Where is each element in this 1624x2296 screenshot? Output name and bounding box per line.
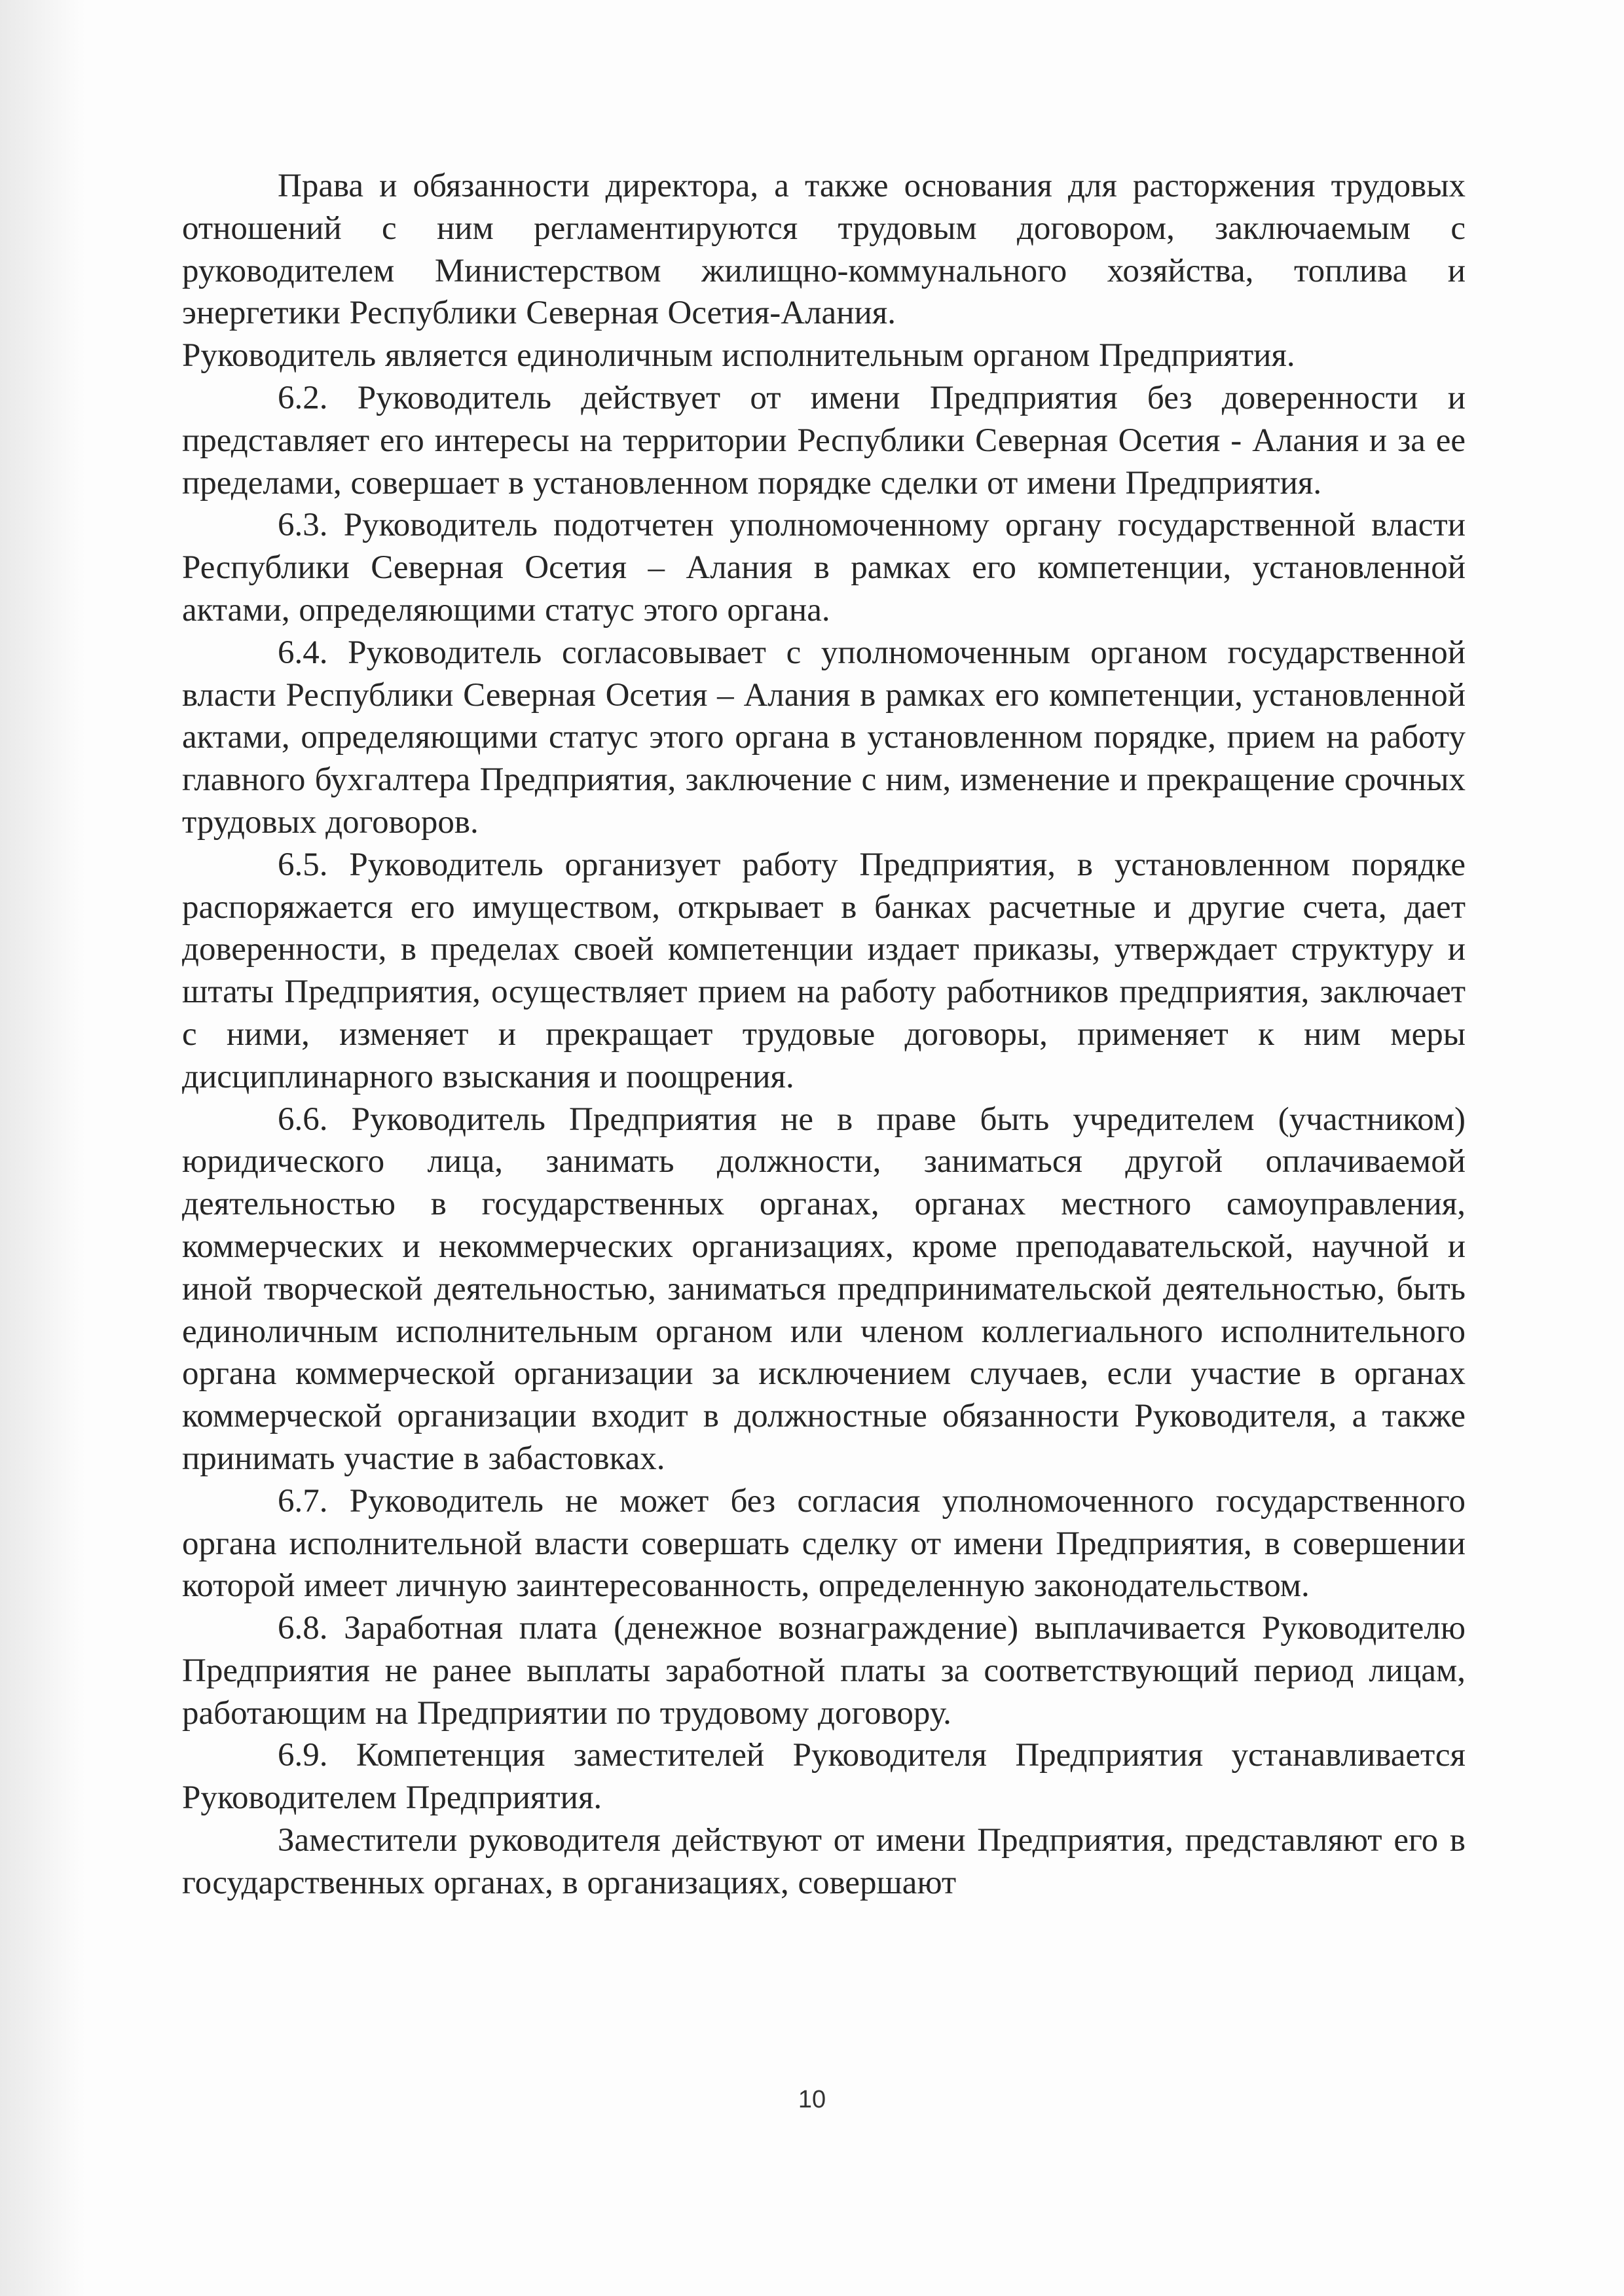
document-body xyxy=(182,165,1466,1904)
paragraph-6-3: 6.3. Руководитель подотчетен уполномоченному органу государственной власти Республики Северная Осетия – Алания в рамках его компетенции, установленной актами, определяющими статус этого органа. xyxy=(182,507,1466,629)
paragraph-director-rights: Права и обязанности директора, а также основания для расторжения трудовых отношений с ним регламентируются трудовым договором, заключаемым с руководителем Министерством жилищно-коммунального хозяйства, топлива и энергетики Республики Северная Осетия-Алания. xyxy=(182,168,1466,332)
paragraph-6-5: 6.5. Руководитель организует работу Предприятия, в установленном порядке распоряжается его имуществом, открывает в банках расчетные и другие счета, дает доверенности, в пределах своей компетенции издает приказы, утверждает структуру и штаты Предприятия, осуществляет прием на работу работников предприятия, заключает с ними, изменяет и прекращает трудовые договоры, применяет к ним меры дисциплинарного взыскания и поощрения. xyxy=(182,846,1466,1095)
paragraph-sole-executive: Руководитель является единоличным исполнительным органом Предприятия. xyxy=(182,337,1295,374)
paragraph-6-4: 6.4. Руководитель согласовывает с уполномоченным органом государственной власти Республики Северная Осетия – Алания в рамках его компетенции, установленной актами, определяющими статус этого органа в установленном порядке, прием на работу главного бухгалтера Предприятия, заключение с ним, изменение и прекращение срочных трудовых договоров. xyxy=(182,634,1466,841)
paragraph-6-7: 6.7. Руководитель не может без согласия уполномоченного государственного органа исполнительной власти совершать сделку от имени Предприятия, в совершении которой имеет личную заинтересованность, определенную законодательством. xyxy=(182,1482,1466,1605)
paragraph-6-8: 6.8. Заработная плата (денежное вознаграждение) выплачивается Руководителю Предприятия не ранее выплаты заработной платы за соответствующий период лицам, работающим на Предприятии по трудовому договору. xyxy=(182,1610,1466,1732)
paragraph-6-6: 6.6. Руководитель Предприятия не в праве быть учредителем (участником) юридического лица, занимать должности, заниматься другой оплачиваемой деятельностью в государственных органах, органах местного самоуправления, коммерческих и некоммерческих организациях, кроме преподавательской, научной и иной творческой деятельностью, заниматься предпринимательской деятельностью, быть единоличным исполнительным органом или членом коллегиального исполнительного органа коммерческой организации за исключением случаев, если участие в органах коммерческой организации входит в должностные обязанности Руководителя, а также принимать участие в забастовках. xyxy=(182,1101,1466,1477)
paragraph-6-2: 6.2. Руководитель действует от имени Предприятия без доверенности и представляет его интересы на территории Республики Северная Осетия - Алания и за ее пределами, совершает в установленном порядке сделки от имени Предприятия. xyxy=(182,379,1466,501)
page-number: 10 xyxy=(798,2086,826,2113)
paragraph-deputies: Заместители руководителя действуют от имени Предприятия, представляют его в государственных органах, в организациях, совершают xyxy=(182,1822,1466,1901)
scan-shadow-edge xyxy=(0,0,85,2296)
paragraph-6-9: 6.9. Компетенция заместителей Руководителя Предприятия устанавливается Руководителем Предприятия. xyxy=(182,1737,1466,1817)
